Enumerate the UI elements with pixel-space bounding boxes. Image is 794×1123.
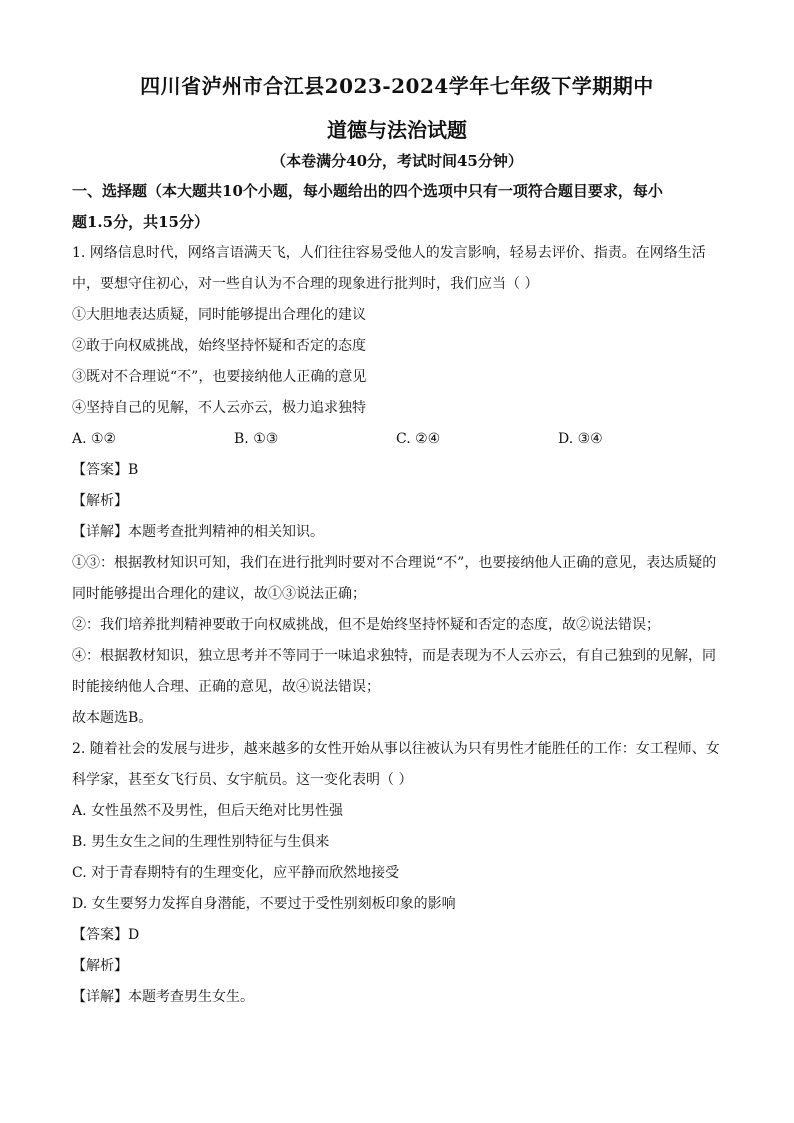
document-body [72, 176, 722, 1013]
q1-option-b: B. ①③ [234, 431, 279, 447]
q1-item-3: ③既对不合理说“不”，也要接纳他人正确的意见 [72, 369, 367, 385]
document-subtitle: 道德与法治试题 [327, 118, 467, 142]
q1-option-c: C. ②④ [396, 431, 441, 447]
q1-explain-3: ②：我们培养批判精神要敢于向权威挑战，但不是始终坚持怀疑和否定的态度，故②说法错误； [72, 617, 660, 633]
q2-answer: 【答案】D [72, 927, 140, 943]
q1-stem-line-1: 1. 网络信息时代，网络言语满天飞，人们往往容易受他人的发言影响，轻易去评价、指责。在网络生活 [72, 245, 706, 261]
q1-explain-2: 同时能够提出合理化的建议，故①③说法正确； [72, 586, 366, 602]
q1-stem-line-2: 中，要想守住初心，对一些自认为不合理的现象进行批判时，我们应当（ ） [72, 276, 539, 292]
q1-analysis-label: 【解析】 [72, 493, 128, 509]
q1-explain-5: 时能接纳他人合理、正确的意见，故④说法错误； [72, 679, 380, 695]
q1-explain-6: 故本题选B。 [72, 710, 153, 726]
q2-option-b: B. 男生女生之间的生理性别特征与生俱来 [72, 834, 330, 850]
q1-answer: 【答案】B [72, 462, 139, 478]
q2-option-a: A. 女性虽然不及男性，但后天绝对比男性强 [72, 803, 344, 819]
exam-note: （本卷满分40分，考试时间45分钟） [271, 152, 523, 170]
q2-option-d: D. 女生要努力发挥自身潜能，不要过于受性别刻板印象的影响 [72, 896, 456, 912]
q2-stem-line-1: 2. 随着社会的发展与进步，越来越多的女性开始从事以往被认为只有男性才能胜任的工作：女工程师、女 [72, 741, 720, 757]
q1-option-a: A. ①② [72, 431, 117, 447]
q1-item-1: ①大胆地表达质疑，同时能够提出合理化的建议 [72, 307, 366, 323]
q1-item-2: ②敢于向权威挑战，始终坚持怀疑和否定的态度 [72, 338, 366, 354]
q1-item-4: ④坚持自己的见解，不人云亦云，极力追求独特 [72, 400, 366, 416]
q1-explain-4: ④：根据教材知识，独立思考并不等同于一味追求独特，而是表现为不人云亦云，有自己独到的见解，同 [72, 648, 716, 664]
section-heading-line-1: 一、选择题（本大题共10个小题，每小题给出的四个选项中只有一项符合题目要求，每小 [72, 182, 663, 200]
q1-option-d: D. ③④ [558, 431, 603, 447]
q1-detail: 【详解】本题考查批判精神的相关知识。 [72, 524, 324, 540]
q1-options [72, 424, 722, 455]
q2-option-c: C. 对于青春期特有的生理变化，应平静而欣然地接受 [72, 865, 400, 881]
q1-explain-1: ①③：根据教材知识可知，我们在进行批判时要对不合理说“不”，也要接纳他人正确的意见，表达质疑的 [72, 555, 717, 571]
q2-analysis-label: 【解析】 [72, 958, 128, 974]
q2-stem-line-2: 科学家，甚至女飞行员、女宇航员。这一变化表明（ ） [72, 772, 413, 788]
document-title: 四川省泸州市合江县2023-2024学年七年级下学期期中 [140, 74, 654, 98]
q2-detail: 【详解】本题考查男生女生。 [72, 989, 254, 1005]
section-heading-line-2: 题1.5分，共15分） [72, 213, 209, 231]
